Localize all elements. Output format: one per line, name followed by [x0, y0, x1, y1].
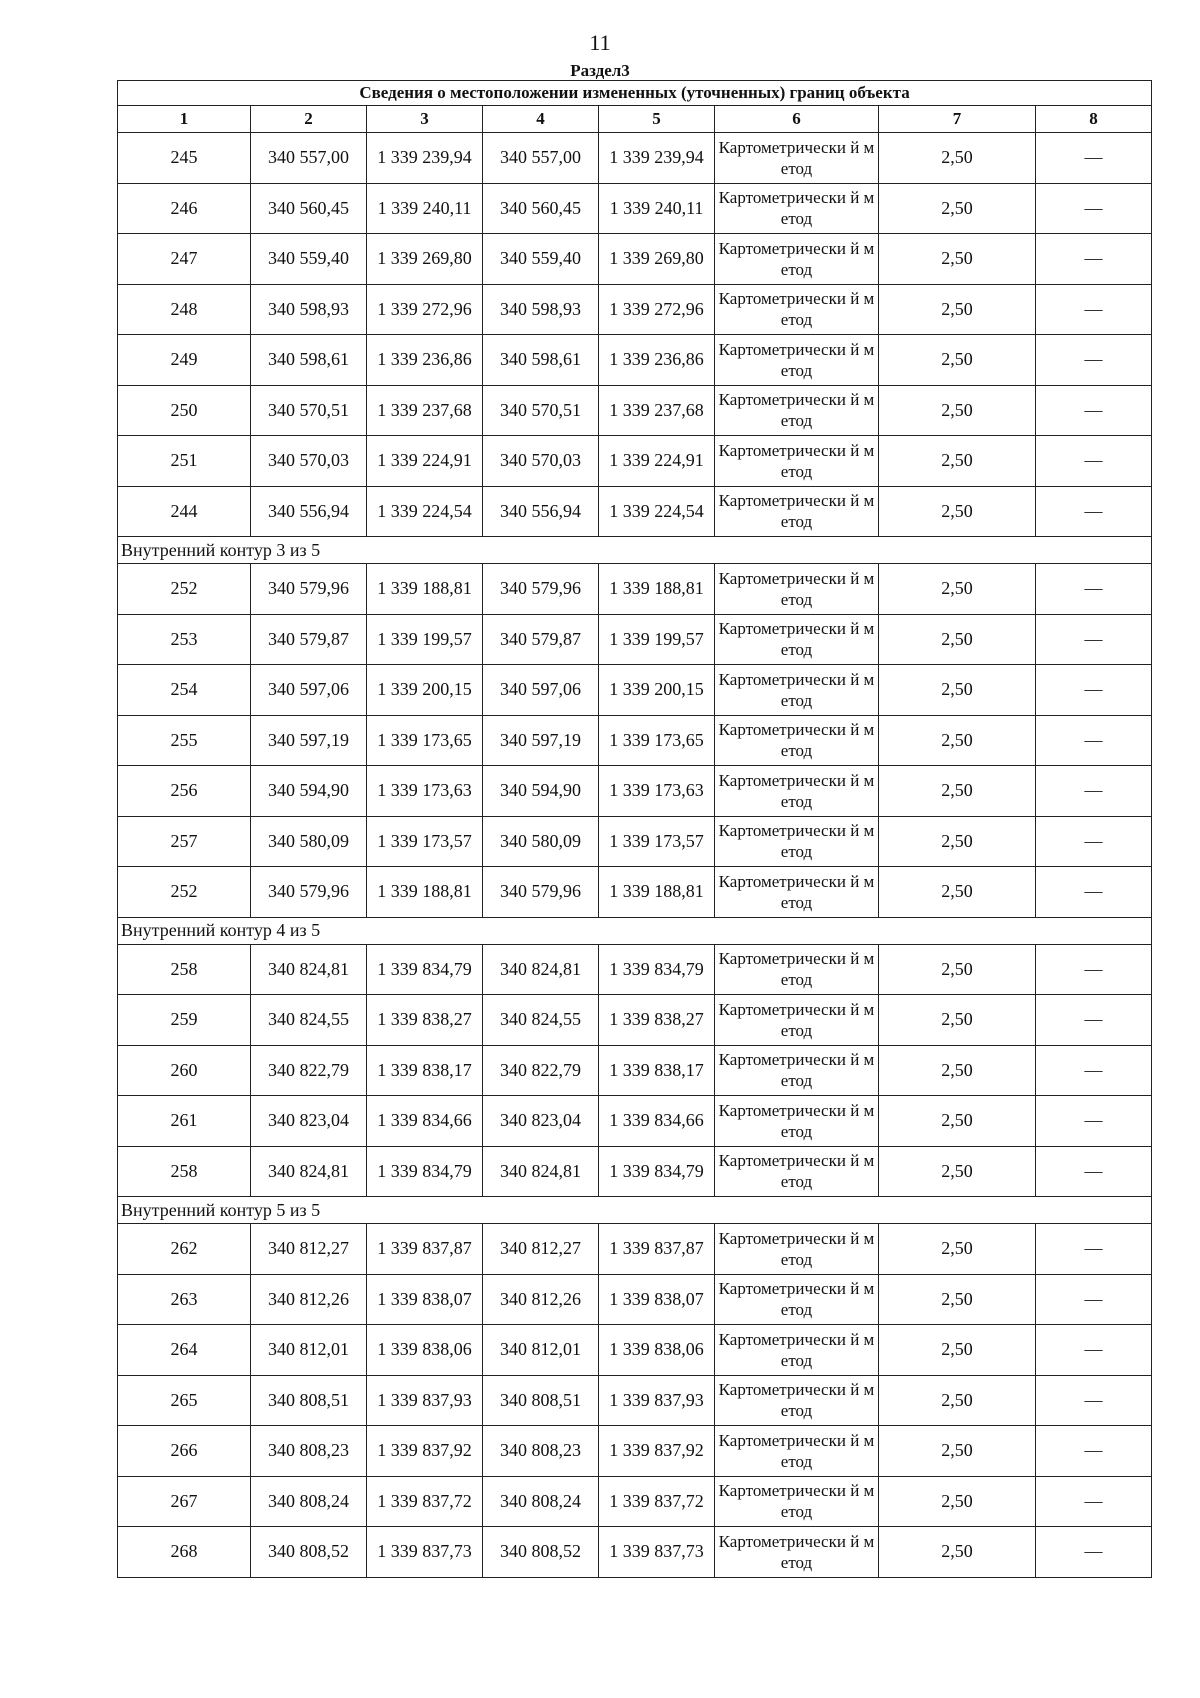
cell-col-6: Картометрически й метод: [715, 1146, 879, 1197]
cell-col-2: 340 598,93: [251, 284, 367, 335]
cell-col-3: 1 339 199,57: [367, 614, 483, 665]
column-header-row: [118, 106, 1152, 133]
cell-col-6: Картометрически й метод: [715, 133, 879, 184]
table-row: [118, 1045, 1152, 1096]
table-row: [118, 1375, 1152, 1426]
cell-col-2: 340 808,23: [251, 1426, 367, 1477]
cell-col-6: Картометрически й метод: [715, 766, 879, 817]
cell-col-2: 340 808,52: [251, 1527, 367, 1578]
table-row: [118, 816, 1152, 867]
column-header-5: 5: [599, 106, 715, 133]
cell-col-6: Картометрически й метод: [715, 1224, 879, 1275]
cell-col-3: 1 339 239,94: [367, 133, 483, 184]
cell-col-6: Картометрически й метод: [715, 614, 879, 665]
cell-col-2: 340 559,40: [251, 234, 367, 285]
cell-col-3: 1 339 173,63: [367, 766, 483, 817]
cell-col-3: 1 339 272,96: [367, 284, 483, 335]
cell-col-8: —: [1036, 183, 1152, 234]
cell-col-4: 340 808,24: [483, 1476, 599, 1527]
cell-col-5: 1 339 224,54: [599, 486, 715, 537]
cell-col-2: 340 597,06: [251, 665, 367, 716]
cell-col-3: 1 339 269,80: [367, 234, 483, 285]
cell-col-8: —: [1036, 1274, 1152, 1325]
cell-col-6: Картометрически й метод: [715, 1476, 879, 1527]
table-row: [118, 1146, 1152, 1197]
cell-col-7: 2,50: [879, 766, 1036, 817]
cell-col-5: 1 339 188,81: [599, 564, 715, 615]
cell-col-4: 340 559,40: [483, 234, 599, 285]
cell-col-5: 1 339 236,86: [599, 335, 715, 386]
cell-col-3: 1 339 236,86: [367, 335, 483, 386]
cell-col-8: —: [1036, 436, 1152, 487]
page-number: 11: [589, 30, 611, 55]
cell-col-4: 340 823,04: [483, 1096, 599, 1147]
cell-col-6: Картометрически й метод: [715, 1274, 879, 1325]
cell-col-3: 1 339 837,73: [367, 1527, 483, 1578]
cell-col-5: 1 339 173,57: [599, 816, 715, 867]
cell-col-3: 1 339 240,11: [367, 183, 483, 234]
cell-col-4: 340 560,45: [483, 183, 599, 234]
cell-col-3: 1 339 173,65: [367, 715, 483, 766]
table-row: [118, 284, 1152, 335]
cell-col-1: 253: [118, 614, 251, 665]
cell-col-5: 1 339 200,15: [599, 665, 715, 716]
cell-col-5: 1 339 199,57: [599, 614, 715, 665]
cell-col-4: 340 808,23: [483, 1426, 599, 1477]
cell-col-2: 340 824,81: [251, 1146, 367, 1197]
cell-col-6: Картометрически й метод: [715, 665, 879, 716]
cell-col-7: 2,50: [879, 1476, 1036, 1527]
cell-col-8: —: [1036, 816, 1152, 867]
contour-header-row: [118, 537, 1152, 564]
cell-col-7: 2,50: [879, 1274, 1036, 1325]
cell-col-7: 2,50: [879, 1527, 1036, 1578]
cell-col-7: 2,50: [879, 1325, 1036, 1376]
cell-col-1: 259: [118, 995, 251, 1046]
cell-col-8: —: [1036, 1375, 1152, 1426]
cell-col-2: 340 824,55: [251, 995, 367, 1046]
cell-col-8: —: [1036, 766, 1152, 817]
cell-col-8: —: [1036, 1045, 1152, 1096]
cell-col-1: 268: [118, 1527, 251, 1578]
cell-col-4: 340 556,94: [483, 486, 599, 537]
cell-col-2: 340 808,51: [251, 1375, 367, 1426]
table-body: [118, 133, 1152, 1578]
cell-col-3: 1 339 838,06: [367, 1325, 483, 1376]
cell-col-4: 340 598,61: [483, 335, 599, 386]
cell-col-6: Картометрически й метод: [715, 1375, 879, 1426]
cell-col-4: 340 557,00: [483, 133, 599, 184]
cell-col-6: Картометрически й метод: [715, 284, 879, 335]
cell-col-4: 340 597,06: [483, 665, 599, 716]
table-row: [118, 1325, 1152, 1376]
cell-col-1: 263: [118, 1274, 251, 1325]
cell-col-4: 340 597,19: [483, 715, 599, 766]
cell-col-4: 340 594,90: [483, 766, 599, 817]
cell-col-1: 252: [118, 564, 251, 615]
cell-col-5: 1 339 837,93: [599, 1375, 715, 1426]
cell-col-4: 340 824,81: [483, 1146, 599, 1197]
table-row: [118, 486, 1152, 537]
cell-col-3: 1 339 837,87: [367, 1224, 483, 1275]
cell-col-7: 2,50: [879, 715, 1036, 766]
cell-col-2: 340 812,26: [251, 1274, 367, 1325]
cell-col-8: —: [1036, 234, 1152, 285]
cell-col-8: —: [1036, 1224, 1152, 1275]
cell-col-7: 2,50: [879, 665, 1036, 716]
cell-col-5: 1 339 240,11: [599, 183, 715, 234]
cell-col-8: —: [1036, 614, 1152, 665]
table-row: [118, 944, 1152, 995]
cell-col-1: 245: [118, 133, 251, 184]
cell-col-5: 1 339 838,27: [599, 995, 715, 1046]
cell-col-1: 257: [118, 816, 251, 867]
cell-col-1: 254: [118, 665, 251, 716]
cell-col-7: 2,50: [879, 1375, 1036, 1426]
cell-col-5: 1 339 834,79: [599, 1146, 715, 1197]
cell-col-6: Картометрически й метод: [715, 335, 879, 386]
cell-col-5: 1 339 239,94: [599, 133, 715, 184]
cell-col-8: —: [1036, 284, 1152, 335]
cell-col-6: Картометрически й метод: [715, 564, 879, 615]
cell-col-6: Картометрически й метод: [715, 385, 879, 436]
cell-col-3: 1 339 838,17: [367, 1045, 483, 1096]
cell-col-3: 1 339 200,15: [367, 665, 483, 716]
table-row: [118, 614, 1152, 665]
cell-col-4: 340 579,96: [483, 564, 599, 615]
cell-col-4: 340 580,09: [483, 816, 599, 867]
cell-col-3: 1 339 838,27: [367, 995, 483, 1046]
cell-col-5: 1 339 173,65: [599, 715, 715, 766]
column-header-2: 2: [251, 106, 367, 133]
cell-col-4: 340 824,55: [483, 995, 599, 1046]
cell-col-4: 340 812,27: [483, 1224, 599, 1275]
cell-col-1: 255: [118, 715, 251, 766]
cell-col-4: 340 808,52: [483, 1527, 599, 1578]
cell-col-6: Картометрически й метод: [715, 816, 879, 867]
cell-col-2: 340 808,24: [251, 1476, 367, 1527]
cell-col-5: 1 339 837,73: [599, 1527, 715, 1578]
cell-col-1: 246: [118, 183, 251, 234]
cell-col-8: —: [1036, 1146, 1152, 1197]
contour-header-row: [118, 1197, 1152, 1224]
table-row: [118, 564, 1152, 615]
table-row: [118, 766, 1152, 817]
cell-col-2: 340 598,61: [251, 335, 367, 386]
cell-col-2: 340 570,03: [251, 436, 367, 487]
table-title: Сведения о местоположении измененных (уточненных) границ объекта: [118, 81, 1152, 106]
cell-col-1: 265: [118, 1375, 251, 1426]
cell-col-8: —: [1036, 1476, 1152, 1527]
cell-col-5: 1 339 838,17: [599, 1045, 715, 1096]
table-row: [118, 335, 1152, 386]
cell-col-7: 2,50: [879, 436, 1036, 487]
cell-col-1: 252: [118, 867, 251, 918]
coordinates-table: [117, 80, 1152, 1578]
cell-col-6: Картометрически й метод: [715, 715, 879, 766]
table-row: [118, 234, 1152, 285]
cell-col-7: 2,50: [879, 1426, 1036, 1477]
table-row: [118, 867, 1152, 918]
table-row: [118, 665, 1152, 716]
cell-col-4: 340 822,79: [483, 1045, 599, 1096]
cell-col-2: 340 812,27: [251, 1224, 367, 1275]
column-header-3: 3: [367, 106, 483, 133]
cell-col-5: 1 339 237,68: [599, 385, 715, 436]
cell-col-1: 249: [118, 335, 251, 386]
cell-col-7: 2,50: [879, 133, 1036, 184]
cell-col-2: 340 560,45: [251, 183, 367, 234]
cell-col-2: 340 579,96: [251, 867, 367, 918]
cell-col-8: —: [1036, 133, 1152, 184]
cell-col-3: 1 339 834,79: [367, 1146, 483, 1197]
cell-col-5: 1 339 837,92: [599, 1426, 715, 1477]
cell-col-3: 1 339 837,72: [367, 1476, 483, 1527]
cell-col-6: Картометрически й метод: [715, 1527, 879, 1578]
cell-col-7: 2,50: [879, 335, 1036, 386]
cell-col-8: —: [1036, 1426, 1152, 1477]
cell-col-5: 1 339 834,66: [599, 1096, 715, 1147]
cell-col-6: Картометрически й метод: [715, 1325, 879, 1376]
cell-col-8: —: [1036, 944, 1152, 995]
cell-col-8: —: [1036, 867, 1152, 918]
cell-col-8: —: [1036, 1096, 1152, 1147]
cell-col-6: Картометрически й метод: [715, 944, 879, 995]
cell-col-8: —: [1036, 1325, 1152, 1376]
cell-col-2: 340 812,01: [251, 1325, 367, 1376]
cell-col-2: 340 579,87: [251, 614, 367, 665]
cell-col-8: —: [1036, 715, 1152, 766]
cell-col-3: 1 339 224,91: [367, 436, 483, 487]
column-header-4: 4: [483, 106, 599, 133]
cell-col-7: 2,50: [879, 995, 1036, 1046]
cell-col-8: —: [1036, 1527, 1152, 1578]
table-row: [118, 1224, 1152, 1275]
cell-col-8: —: [1036, 335, 1152, 386]
cell-col-1: 266: [118, 1426, 251, 1477]
cell-col-2: 340 580,09: [251, 816, 367, 867]
table-row: [118, 436, 1152, 487]
cell-col-7: 2,50: [879, 486, 1036, 537]
cell-col-3: 1 339 224,54: [367, 486, 483, 537]
contour-label: Внутренний контур 5 из 5: [118, 1197, 1152, 1224]
cell-col-3: 1 339 188,81: [367, 867, 483, 918]
cell-col-2: 340 594,90: [251, 766, 367, 817]
cell-col-6: Картометрически й метод: [715, 867, 879, 918]
cell-col-6: Картометрически й метод: [715, 1426, 879, 1477]
cell-col-5: 1 339 838,06: [599, 1325, 715, 1376]
cell-col-3: 1 339 188,81: [367, 564, 483, 615]
cell-col-7: 2,50: [879, 944, 1036, 995]
table-row: [118, 133, 1152, 184]
contour-label: Внутренний контур 4 из 5: [118, 917, 1152, 944]
column-header-6: 6: [715, 106, 879, 133]
cell-col-2: 340 556,94: [251, 486, 367, 537]
cell-col-4: 340 570,03: [483, 436, 599, 487]
column-header-8: 8: [1036, 106, 1152, 133]
cell-col-4: 340 598,93: [483, 284, 599, 335]
cell-col-1: 258: [118, 944, 251, 995]
cell-col-5: 1 339 837,72: [599, 1476, 715, 1527]
cell-col-3: 1 339 837,93: [367, 1375, 483, 1426]
table-row: [118, 183, 1152, 234]
cell-col-5: 1 339 838,07: [599, 1274, 715, 1325]
cell-col-8: —: [1036, 486, 1152, 537]
cell-col-1: 267: [118, 1476, 251, 1527]
table-row: [118, 1274, 1152, 1325]
cell-col-6: Картометрически й метод: [715, 1096, 879, 1147]
cell-col-5: 1 339 269,80: [599, 234, 715, 285]
cell-col-1: 256: [118, 766, 251, 817]
section-title: Раздел3: [570, 61, 630, 80]
cell-col-2: 340 570,51: [251, 385, 367, 436]
table-row: [118, 1096, 1152, 1147]
cell-col-5: 1 339 837,87: [599, 1224, 715, 1275]
cell-col-8: —: [1036, 995, 1152, 1046]
cell-col-4: 340 812,26: [483, 1274, 599, 1325]
cell-col-6: Картометрически й метод: [715, 183, 879, 234]
cell-col-7: 2,50: [879, 1045, 1036, 1096]
cell-col-1: 261: [118, 1096, 251, 1147]
cell-col-2: 340 597,19: [251, 715, 367, 766]
table-row: [118, 1527, 1152, 1578]
cell-col-4: 340 579,96: [483, 867, 599, 918]
cell-col-4: 340 824,81: [483, 944, 599, 995]
cell-col-1: 258: [118, 1146, 251, 1197]
table-row: [118, 715, 1152, 766]
cell-col-7: 2,50: [879, 614, 1036, 665]
cell-col-7: 2,50: [879, 1096, 1036, 1147]
cell-col-7: 2,50: [879, 385, 1036, 436]
cell-col-1: 264: [118, 1325, 251, 1376]
cell-col-2: 340 823,04: [251, 1096, 367, 1147]
cell-col-1: 262: [118, 1224, 251, 1275]
cell-col-2: 340 579,96: [251, 564, 367, 615]
cell-col-7: 2,50: [879, 1146, 1036, 1197]
cell-col-1: 244: [118, 486, 251, 537]
contour-header-row: [118, 917, 1152, 944]
cell-col-6: Картометрически й метод: [715, 486, 879, 537]
cell-col-2: 340 824,81: [251, 944, 367, 995]
cell-col-1: 260: [118, 1045, 251, 1096]
cell-col-8: —: [1036, 385, 1152, 436]
cell-col-3: 1 339 838,07: [367, 1274, 483, 1325]
column-header-1: 1: [118, 106, 251, 133]
contour-label: Внутренний контур 3 из 5: [118, 537, 1152, 564]
cell-col-6: Картометрически й метод: [715, 1045, 879, 1096]
cell-col-2: 340 822,79: [251, 1045, 367, 1096]
cell-col-7: 2,50: [879, 816, 1036, 867]
cell-col-6: Картометрически й метод: [715, 995, 879, 1046]
cell-col-7: 2,50: [879, 284, 1036, 335]
cell-col-6: Картометрически й метод: [715, 234, 879, 285]
cell-col-4: 340 570,51: [483, 385, 599, 436]
cell-col-7: 2,50: [879, 234, 1036, 285]
cell-col-1: 248: [118, 284, 251, 335]
cell-col-3: 1 339 837,92: [367, 1426, 483, 1477]
cell-col-8: —: [1036, 564, 1152, 615]
cell-col-5: 1 339 272,96: [599, 284, 715, 335]
cell-col-7: 2,50: [879, 564, 1036, 615]
table-row: [118, 385, 1152, 436]
cell-col-4: 340 808,51: [483, 1375, 599, 1426]
cell-col-4: 340 812,01: [483, 1325, 599, 1376]
cell-col-1: 247: [118, 234, 251, 285]
cell-col-5: 1 339 173,63: [599, 766, 715, 817]
cell-col-3: 1 339 237,68: [367, 385, 483, 436]
cell-col-3: 1 339 834,79: [367, 944, 483, 995]
table-row: [118, 1426, 1152, 1477]
cell-col-6: Картометрически й метод: [715, 436, 879, 487]
cell-col-3: 1 339 173,57: [367, 816, 483, 867]
column-header-7: 7: [879, 106, 1036, 133]
cell-col-7: 2,50: [879, 183, 1036, 234]
cell-col-5: 1 339 834,79: [599, 944, 715, 995]
cell-col-4: 340 579,87: [483, 614, 599, 665]
table-row: [118, 1476, 1152, 1527]
cell-col-5: 1 339 188,81: [599, 867, 715, 918]
cell-col-1: 251: [118, 436, 251, 487]
cell-col-7: 2,50: [879, 867, 1036, 918]
table-row: [118, 995, 1152, 1046]
cell-col-7: 2,50: [879, 1224, 1036, 1275]
cell-col-5: 1 339 224,91: [599, 436, 715, 487]
cell-col-2: 340 557,00: [251, 133, 367, 184]
cell-col-1: 250: [118, 385, 251, 436]
cell-col-3: 1 339 834,66: [367, 1096, 483, 1147]
cell-col-8: —: [1036, 665, 1152, 716]
